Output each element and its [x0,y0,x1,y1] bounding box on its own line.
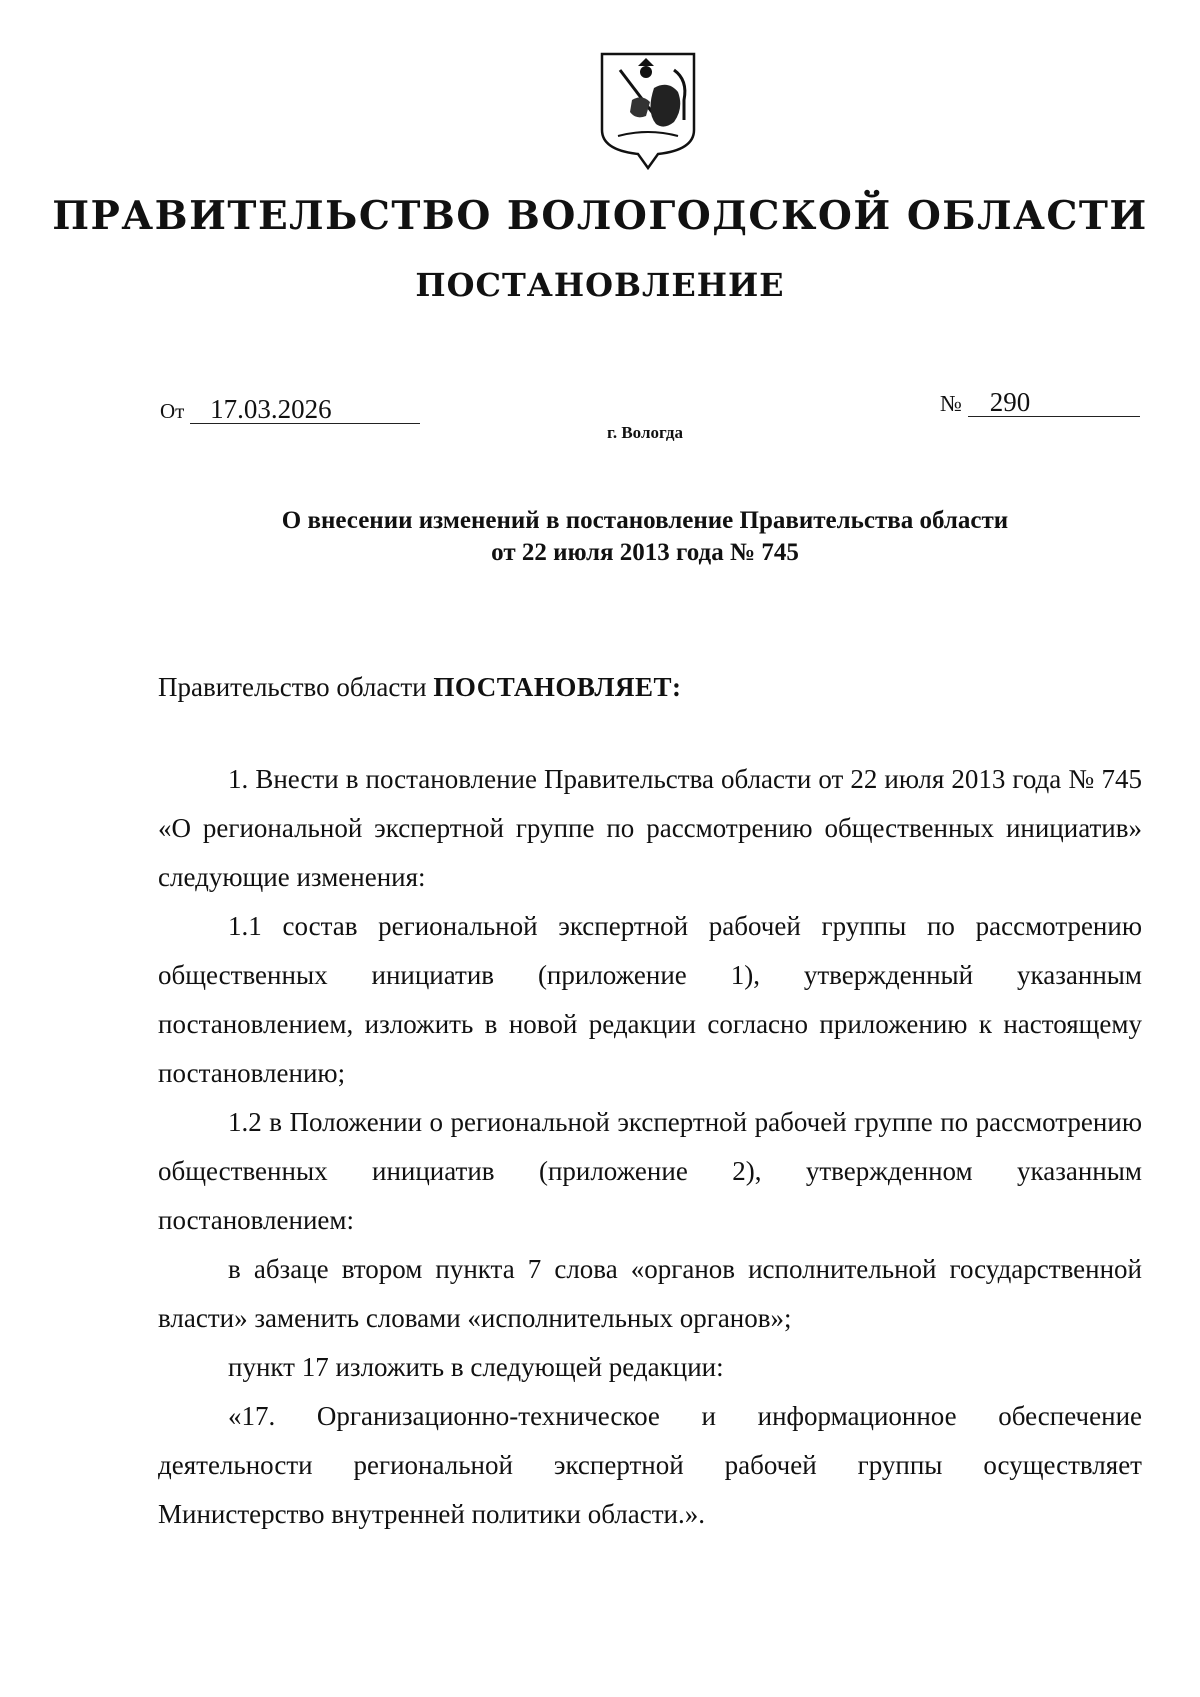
document-date: 17.03.2026 [190,395,420,424]
preamble [158,672,681,703]
paragraph: «17. Организационно-техническое и информационное обеспечение деятельности региональной экспертной рабочей группы осуществляет Министерство внутренней политики области.». [158,1401,1142,1529]
document-number: 290 [968,388,1140,417]
number-block [940,388,1140,417]
paragraph: 1.2 в Положении о региональной экспертной рабочей группе по рассмотрению общественных инициатив (приложение 2), утвержденном указанным постановлением: [158,1107,1142,1235]
subject-line-1: О внесении изменений в постановление Правительства области [281,507,1009,534]
paragraph: 1. Внести в постановление Правительства области от 22 июля 2013 года № 745 «О региональной экспертной группе по рассмотрению общественных инициатив» следующие изменения: [158,764,1142,892]
city: г. Вологда [607,423,683,442]
coat-of-arms-icon [598,50,698,170]
subject-line-2: от 22 июля 2013 года № 745 [491,539,799,566]
number-prefix: № [940,391,962,416]
organization-title: ПРАВИТЕЛЬСТВО ВОЛОГОДСКОЙ ОБЛАСТИ [52,193,1148,239]
document-body [158,755,1142,1539]
document-subject [0,505,1200,569]
date-prefix: От [160,399,185,423]
date-block [160,395,420,424]
paragraph: 1.1 состав региональной экспертной рабочей группы по рассмотрению общественных инициатив (приложение 1), утвержденный указанным постановлением, изложить в новой редакции согласно приложению к настоящему постановлению; [158,911,1142,1088]
paragraph: пункт 17 изложить в следующей редакции: [228,1352,724,1382]
paragraph: в абзаце втором пункта 7 слова «органов исполнительной государственной власти» заменить словами «исполнительных органов»; [158,1254,1142,1333]
document-type: ПОСТАНОВЛЕНИЕ [415,266,785,304]
preamble-text: Правительство области [158,672,427,702]
preamble-keyword: ПОСТАНОВЛЯЕТ: [433,672,682,702]
